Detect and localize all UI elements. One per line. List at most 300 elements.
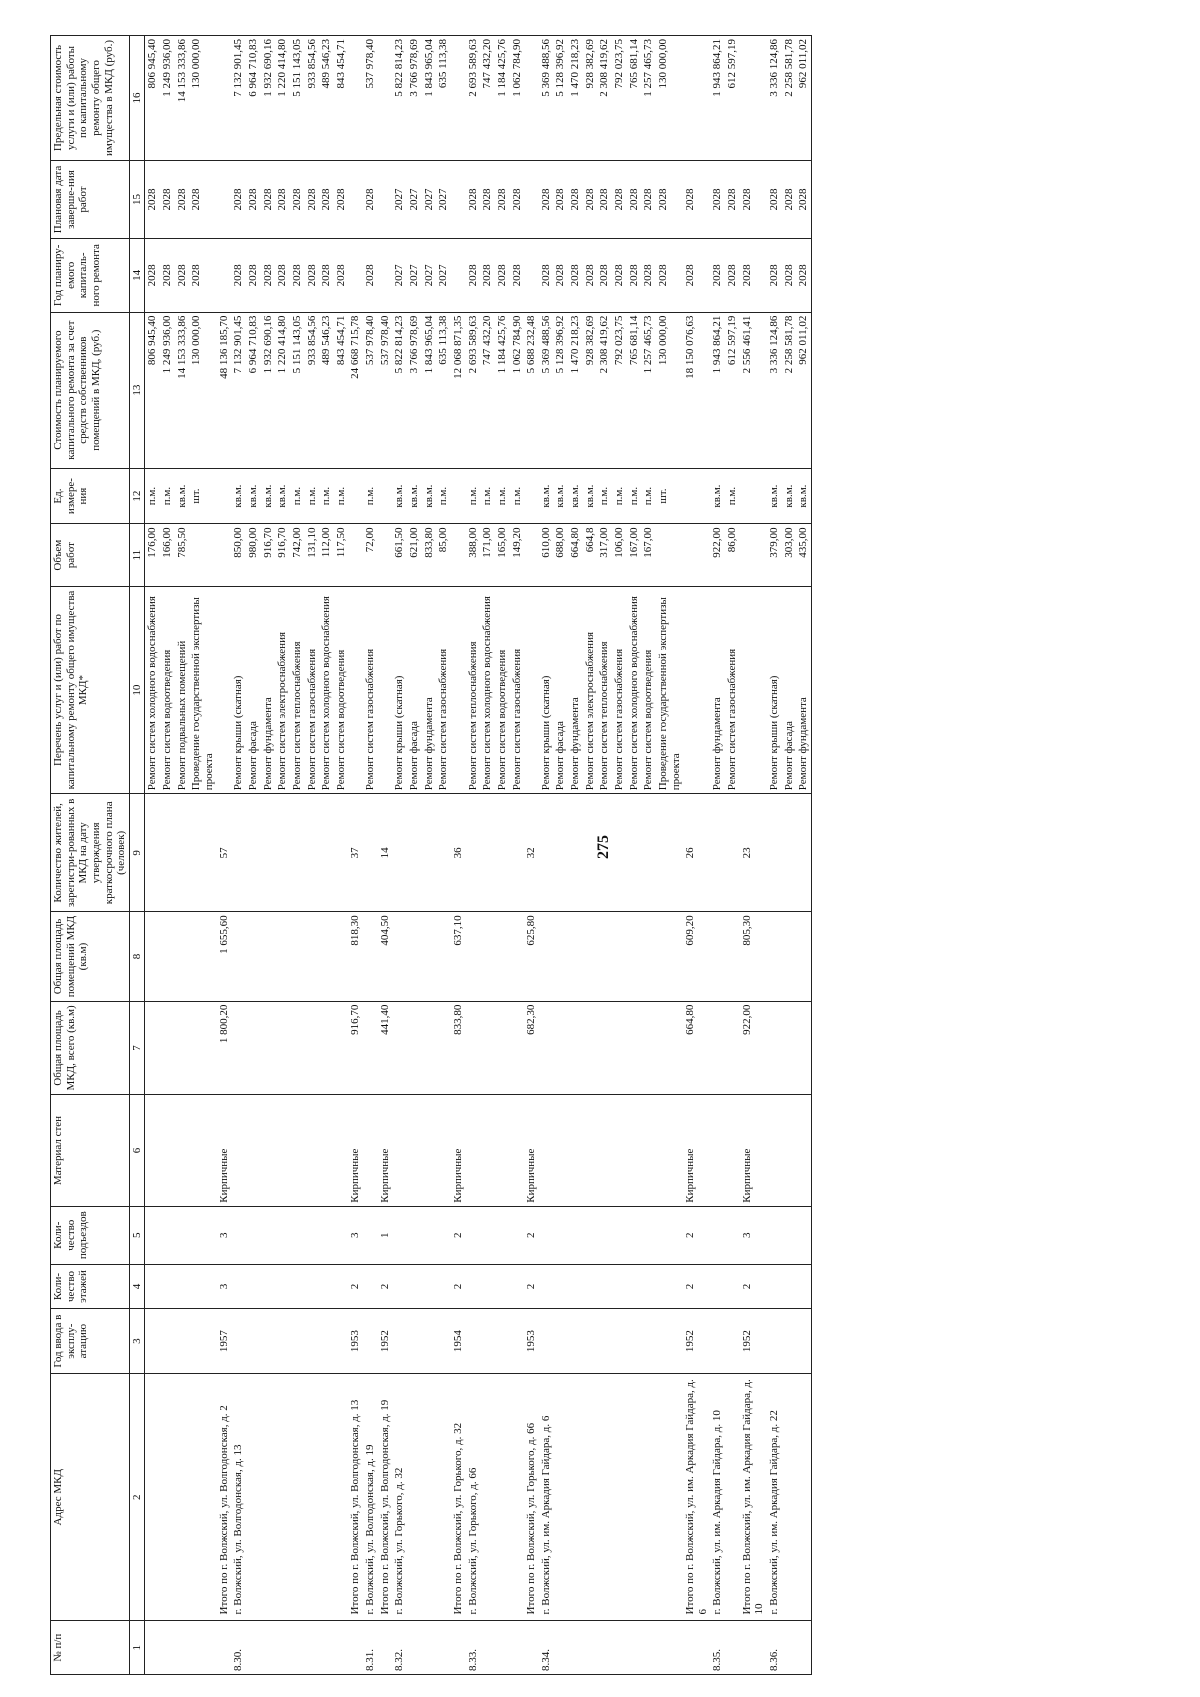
cell-volume [740, 524, 767, 586]
cell-total-area [175, 1001, 190, 1095]
cell-total-area: 1 800,20 [217, 1001, 232, 1095]
cell-works: Ремонт фасада [782, 586, 797, 793]
cell-residents [363, 794, 378, 912]
cell-entrances [495, 1206, 510, 1264]
cell-year-built [796, 1309, 811, 1374]
cell-rooms-area [334, 912, 349, 1001]
cell-completion-date: 2028 [568, 160, 583, 238]
cell-year-built [782, 1309, 797, 1374]
cell-unit: шт. [656, 468, 683, 524]
cell-wall-material: Кирпичные [378, 1095, 393, 1206]
cell-year-built [363, 1309, 378, 1374]
cell-limit-cost [451, 36, 466, 161]
column-number: 8 [129, 912, 145, 1001]
cell-cost: 48 136 185,70 [217, 312, 232, 468]
cell-residents [261, 794, 276, 912]
cell-unit: кв.м. [275, 468, 290, 524]
cell-works: Ремонт систем водоотведения [495, 586, 510, 793]
cell-works: Ремонт систем холодного водоснабжения [319, 586, 334, 793]
page-number: 275 [595, 835, 612, 859]
cell-residents [568, 794, 583, 912]
column-header: Коли-чество подъездов [51, 1206, 130, 1264]
cell-repair-year [217, 239, 232, 313]
cell-residents [392, 794, 407, 912]
column-number: 14 [129, 239, 145, 313]
cell-volume: 166,00 [160, 524, 175, 586]
column-number: 4 [129, 1264, 145, 1309]
cell-entrances [175, 1206, 190, 1264]
cell-row-number [451, 1621, 466, 1675]
cell-total-area [539, 1001, 554, 1095]
cell-limit-cost [683, 36, 710, 161]
cell-repair-year: 2028 [656, 239, 683, 313]
cell-rooms-area [189, 912, 216, 1001]
cell-cost: 1 062 784,90 [510, 312, 525, 468]
cell-wall-material [480, 1095, 495, 1206]
cell-residents [407, 794, 422, 912]
cell-works: Ремонт систем электроснабжения [583, 586, 598, 793]
cell-completion-date: 2027 [392, 160, 407, 238]
cell-row-number [160, 1621, 175, 1675]
column-number: 15 [129, 160, 145, 238]
table-row [175, 36, 190, 1675]
landscape-sheet [50, 35, 1190, 1675]
cell-row-number: 8.34. [539, 1621, 554, 1675]
cell-completion-date [348, 160, 363, 238]
column-header: Общая площадь помещений МКД (кв.м) [51, 912, 130, 1001]
cell-entrances [189, 1206, 216, 1264]
cell-year-built [305, 1309, 320, 1374]
cell-cost: 3 766 978,69 [407, 312, 422, 468]
cell-rooms-area [656, 912, 683, 1001]
cell-total-area [627, 1001, 642, 1095]
cell-floors [275, 1264, 290, 1309]
cell-floors [160, 1264, 175, 1309]
cell-floors: 2 [740, 1264, 767, 1309]
cell-rooms-area [710, 912, 725, 1001]
cell-repair-year: 2028 [796, 239, 811, 313]
cell-total-area [553, 1001, 568, 1095]
cell-completion-date: 2028 [466, 160, 481, 238]
cell-works: Ремонт фундамента [261, 586, 276, 793]
cell-entrances [422, 1206, 437, 1264]
cell-unit: п.м. [466, 468, 481, 524]
cell-rooms-area [246, 912, 261, 1001]
cell-repair-year: 2027 [392, 239, 407, 313]
cell-wall-material [189, 1095, 216, 1206]
cell-year-built: 1957 [217, 1309, 232, 1374]
cell-address [305, 1373, 320, 1621]
cell-wall-material [539, 1095, 554, 1206]
cell-volume: 317,00 [597, 524, 612, 586]
cell-cost: 1 184 425,76 [495, 312, 510, 468]
table-row [407, 36, 422, 1675]
table-row [363, 36, 378, 1675]
cell-rooms-area [612, 912, 627, 1001]
cell-total-area [319, 1001, 334, 1095]
cell-rooms-area [553, 912, 568, 1001]
cell-completion-date [378, 160, 393, 238]
cell-completion-date: 2028 [796, 160, 811, 238]
cell-total-area [656, 1001, 683, 1095]
cell-limit-cost: 1 184 425,76 [495, 36, 510, 161]
cell-wall-material [392, 1095, 407, 1206]
cell-entrances [510, 1206, 525, 1264]
cell-cost: 3 336 124,86 [767, 312, 782, 468]
cell-row-number [189, 1621, 216, 1675]
cell-year-built [553, 1309, 568, 1374]
cell-works: Ремонт систем теплоснабжения [597, 586, 612, 793]
cell-entrances [466, 1206, 481, 1264]
column-number: 1 [129, 1621, 145, 1675]
cell-total-area [612, 1001, 627, 1095]
cell-total-area [480, 1001, 495, 1095]
cell-completion-date: 2027 [407, 160, 422, 238]
cell-entrances: 3 [217, 1206, 232, 1264]
cell-limit-cost: 1 220 414,80 [275, 36, 290, 161]
cell-repair-year: 2028 [725, 239, 740, 313]
table-row [627, 36, 642, 1675]
cell-row-number [334, 1621, 349, 1675]
cell-unit [217, 468, 232, 524]
cell-address: г. Волжский, ул. им. Аркадия Гайдара, д. 6 [539, 1373, 554, 1621]
cell-completion-date: 2028 [782, 160, 797, 238]
cell-limit-cost: 806 945,40 [145, 36, 160, 161]
cell-unit: п.м. [305, 468, 320, 524]
cell-volume [348, 524, 363, 586]
cell-floors: 2 [378, 1264, 393, 1309]
table-row [553, 36, 568, 1675]
cell-floors [510, 1264, 525, 1309]
cell-completion-date: 2028 [290, 160, 305, 238]
cell-wall-material [290, 1095, 305, 1206]
cell-wall-material: Кирпичные [217, 1095, 232, 1206]
cell-unit: п.м. [597, 468, 612, 524]
cell-limit-cost: 612 597,19 [725, 36, 740, 161]
cell-address [145, 1373, 160, 1621]
cell-cost: 489 546,23 [319, 312, 334, 468]
cell-residents [782, 794, 797, 912]
cell-rooms-area [539, 912, 554, 1001]
cell-wall-material: Кирпичные [524, 1095, 539, 1206]
cell-wall-material [175, 1095, 190, 1206]
cell-works: Ремонт фундамента [422, 586, 437, 793]
cell-total-area [189, 1001, 216, 1095]
cell-total-area [568, 1001, 583, 1095]
cell-volume: 980,00 [246, 524, 261, 586]
cell-total-area [495, 1001, 510, 1095]
cell-year-built [495, 1309, 510, 1374]
cell-works [683, 586, 710, 793]
cell-cost: 612 597,19 [725, 312, 740, 468]
cell-volume: 664,80 [568, 524, 583, 586]
cell-year-built [422, 1309, 437, 1374]
cell-limit-cost: 14 153 333,86 [175, 36, 190, 161]
cell-address: г. Волжский, ул. им. Аркадия Гайдара, д. 22 [767, 1373, 782, 1621]
cell-limit-cost [740, 36, 767, 161]
cell-repair-year: 2028 [539, 239, 554, 313]
cell-cost: 18 150 076,63 [683, 312, 710, 468]
cell-limit-cost: 1 470 218,23 [568, 36, 583, 161]
cell-limit-cost: 2 258 581,78 [782, 36, 797, 161]
cell-unit [451, 468, 466, 524]
cell-rooms-area [466, 912, 481, 1001]
cell-rooms-area [363, 912, 378, 1001]
cell-entrances [145, 1206, 160, 1264]
cell-floors [290, 1264, 305, 1309]
cell-works: Ремонт крыши (скатная) [539, 586, 554, 793]
cell-address: г. Волжский, ул. Волгодонская, д. 19 [363, 1373, 378, 1621]
cell-limit-cost: 7 132 901,45 [231, 36, 246, 161]
cell-repair-year: 2028 [510, 239, 525, 313]
cell-volume [656, 524, 683, 586]
cell-limit-cost: 1 843 965,04 [422, 36, 437, 161]
cell-address [782, 1373, 797, 1621]
cell-limit-cost: 1 257 465,73 [641, 36, 656, 161]
cell-total-area [710, 1001, 725, 1095]
cell-volume: 171,00 [480, 524, 495, 586]
cell-unit: п.м. [612, 468, 627, 524]
table-row [710, 36, 725, 1675]
cell-residents: 36 [451, 794, 466, 912]
cell-repair-year: 2028 [466, 239, 481, 313]
cell-unit: п.м. [627, 468, 642, 524]
cell-wall-material [725, 1095, 740, 1206]
cell-wall-material [334, 1095, 349, 1206]
cell-year-built [189, 1309, 216, 1374]
table-row [261, 36, 276, 1675]
cell-entrances [568, 1206, 583, 1264]
cell-limit-cost: 6 964 710,83 [246, 36, 261, 161]
cell-row-number [796, 1621, 811, 1675]
cell-unit [683, 468, 710, 524]
cell-row-number [275, 1621, 290, 1675]
cell-residents [231, 794, 246, 912]
cell-cost: 537 978,40 [363, 312, 378, 468]
cell-entrances [583, 1206, 598, 1264]
cell-unit: кв.м. [782, 468, 797, 524]
table-row [725, 36, 740, 1675]
total-row [740, 36, 767, 1675]
cell-volume: 167,00 [627, 524, 642, 586]
cell-residents: 32 [524, 794, 539, 912]
cell-total-area: 833,80 [451, 1001, 466, 1095]
table-row [641, 36, 656, 1675]
cell-row-number [407, 1621, 422, 1675]
cell-cost: 5 688 232,48 [524, 312, 539, 468]
cell-volume: 106,00 [612, 524, 627, 586]
table-row [189, 36, 216, 1675]
cell-limit-cost [217, 36, 232, 161]
cell-floors [392, 1264, 407, 1309]
cell-entrances [627, 1206, 642, 1264]
cell-repair-year [451, 239, 466, 313]
cell-completion-date: 2028 [231, 160, 246, 238]
cell-limit-cost: 3 336 124,86 [767, 36, 782, 161]
cell-floors [710, 1264, 725, 1309]
cell-residents [422, 794, 437, 912]
cell-year-built: 1952 [683, 1309, 710, 1374]
cell-year-built [539, 1309, 554, 1374]
column-header: Плановая дата заверше-ния работ [51, 160, 130, 238]
cell-year-built [583, 1309, 598, 1374]
cell-address [175, 1373, 190, 1621]
table-row [290, 36, 305, 1675]
cell-unit: п.м. [319, 468, 334, 524]
cell-wall-material [305, 1095, 320, 1206]
cell-wall-material [568, 1095, 583, 1206]
cell-year-built [246, 1309, 261, 1374]
table-row [480, 36, 495, 1675]
cell-cost: 1 932 690,16 [261, 312, 276, 468]
cell-rooms-area [480, 912, 495, 1001]
cell-entrances [539, 1206, 554, 1264]
cell-total-area [407, 1001, 422, 1095]
cell-completion-date: 2028 [656, 160, 683, 238]
cell-works [217, 586, 232, 793]
cell-row-number [319, 1621, 334, 1675]
column-number: 10 [129, 586, 145, 793]
cell-rooms-area [392, 912, 407, 1001]
cell-address: Итого по г. Волжский, ул. Горького, д. 32 [451, 1373, 466, 1621]
cell-rooms-area [305, 912, 320, 1001]
cell-works: Ремонт подвальных помещений [175, 586, 190, 793]
table-row [539, 36, 554, 1675]
cell-year-built [597, 1309, 612, 1374]
cell-floors [363, 1264, 378, 1309]
cell-year-built [290, 1309, 305, 1374]
cell-wall-material [261, 1095, 276, 1206]
cell-row-number [553, 1621, 568, 1675]
cell-repair-year: 2028 [740, 239, 767, 313]
cell-unit: кв.м. [261, 468, 276, 524]
cell-limit-cost: 962 011,02 [796, 36, 811, 161]
cell-limit-cost: 2 693 589,63 [466, 36, 481, 161]
cell-repair-year: 2028 [175, 239, 190, 313]
cell-unit: кв.м. [710, 468, 725, 524]
cell-works: Ремонт систем теплоснабжения [290, 586, 305, 793]
cell-wall-material [145, 1095, 160, 1206]
cell-entrances [261, 1206, 276, 1264]
cell-address [641, 1373, 656, 1621]
cell-year-built: 1954 [451, 1309, 466, 1374]
table-row [231, 36, 246, 1675]
cell-cost: 765 681,14 [627, 312, 642, 468]
cell-year-built [145, 1309, 160, 1374]
cell-total-area [305, 1001, 320, 1095]
cell-unit [740, 468, 767, 524]
cell-wall-material: Кирпичные [740, 1095, 767, 1206]
table-row [568, 36, 583, 1675]
cell-address [189, 1373, 216, 1621]
cell-wall-material [160, 1095, 175, 1206]
column-number: 12 [129, 468, 145, 524]
cell-unit: кв.м. [767, 468, 782, 524]
cell-works: Проведение государственной экспертизы проекта [189, 586, 216, 793]
cell-total-area: 682,30 [524, 1001, 539, 1095]
repair-plan-table [50, 35, 812, 1675]
cell-entrances: 1 [378, 1206, 393, 1264]
cell-limit-cost: 5 822 814,23 [392, 36, 407, 161]
cell-works: Ремонт фундамента [710, 586, 725, 793]
cell-repair-year: 2028 [495, 239, 510, 313]
cell-unit: кв.м. [392, 468, 407, 524]
cell-address: Итого по г. Волжский, ул. им. Аркадия Гайдара, д. 6 [683, 1373, 710, 1621]
cell-cost: 1 843 965,04 [422, 312, 437, 468]
cell-floors: 2 [348, 1264, 363, 1309]
cell-floors [782, 1264, 797, 1309]
cell-completion-date: 2028 [553, 160, 568, 238]
cell-total-area: 664,80 [683, 1001, 710, 1095]
cell-wall-material: Кирпичные [348, 1095, 363, 1206]
cell-year-built [466, 1309, 481, 1374]
cell-total-area [725, 1001, 740, 1095]
cell-wall-material [710, 1095, 725, 1206]
table-row [305, 36, 320, 1675]
cell-wall-material [656, 1095, 683, 1206]
cell-repair-year: 2028 [160, 239, 175, 313]
cell-rooms-area [175, 912, 190, 1001]
cell-address [612, 1373, 627, 1621]
table-row [319, 36, 334, 1675]
cell-total-area [466, 1001, 481, 1095]
cell-row-number [261, 1621, 276, 1675]
cell-repair-year [378, 239, 393, 313]
cell-limit-cost: 1 249 936,00 [160, 36, 175, 161]
cell-entrances [710, 1206, 725, 1264]
cell-unit: кв.м. [796, 468, 811, 524]
cell-wall-material [466, 1095, 481, 1206]
cell-address: г. Волжский, ул. Волгодонская, д. 13 [231, 1373, 246, 1621]
cell-completion-date: 2028 [583, 160, 598, 238]
cell-floors [725, 1264, 740, 1309]
cell-wall-material [407, 1095, 422, 1206]
cell-year-built [767, 1309, 782, 1374]
cell-cost: 5 369 488,56 [539, 312, 554, 468]
cell-repair-year: 2028 [246, 239, 261, 313]
cell-rooms-area [597, 912, 612, 1001]
cell-entrances [480, 1206, 495, 1264]
cell-volume [451, 524, 466, 586]
cell-floors: 2 [683, 1264, 710, 1309]
cell-row-number [348, 1621, 363, 1675]
cell-completion-date: 2028 [363, 160, 378, 238]
total-row [524, 36, 539, 1675]
cell-limit-cost: 5 369 488,56 [539, 36, 554, 161]
cell-entrances [553, 1206, 568, 1264]
cell-unit [524, 468, 539, 524]
cell-cost: 14 153 333,86 [175, 312, 190, 468]
cell-row-number: 8.32. [392, 1621, 407, 1675]
column-number-row [129, 36, 145, 1675]
cell-completion-date: 2028 [627, 160, 642, 238]
cell-floors [568, 1264, 583, 1309]
cell-total-area [436, 1001, 451, 1095]
cell-rooms-area [510, 912, 525, 1001]
cell-completion-date: 2028 [261, 160, 276, 238]
cell-wall-material [436, 1095, 451, 1206]
cell-address [160, 1373, 175, 1621]
cell-cost: 2 308 419,62 [597, 312, 612, 468]
cell-floors [231, 1264, 246, 1309]
column-number: 13 [129, 312, 145, 468]
cell-cost: 24 668 715,78 [348, 312, 363, 468]
table-row [392, 36, 407, 1675]
cell-volume: 621,00 [407, 524, 422, 586]
cell-entrances: 2 [683, 1206, 710, 1264]
cell-floors [539, 1264, 554, 1309]
table-row [275, 36, 290, 1675]
